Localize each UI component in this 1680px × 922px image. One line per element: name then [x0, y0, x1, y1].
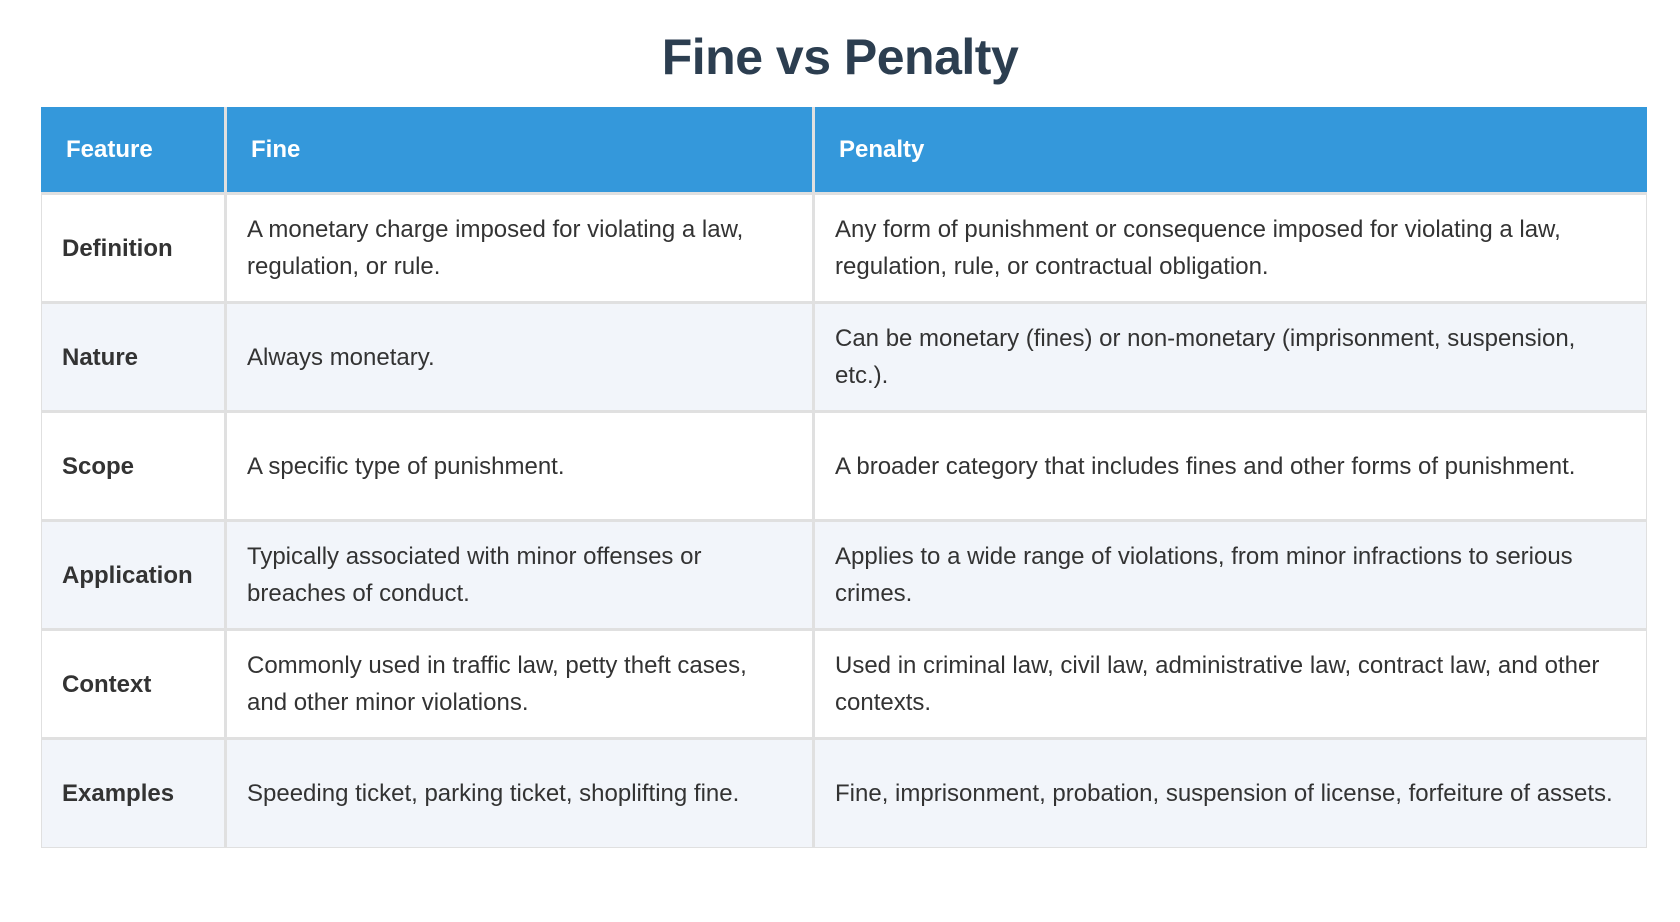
comparison-table: [41, 107, 1647, 848]
fine-cell: Typically associated with minor offenses or breaches of conduct.: [226, 521, 814, 630]
fine-cell: A specific type of punishment.: [226, 412, 814, 521]
table-row: [42, 412, 1647, 521]
table-row: [42, 630, 1647, 739]
penalty-cell: Used in criminal law, civil law, administrative law, contract law, and other contexts.: [814, 630, 1647, 739]
fine-cell: Always monetary.: [226, 303, 814, 412]
feature-cell: Application: [42, 521, 226, 630]
penalty-cell: Any form of punishment or consequence imposed for violating a law, regulation, rule, or contractual obligation.: [814, 194, 1647, 303]
feature-cell: Definition: [42, 194, 226, 303]
penalty-cell: Can be monetary (fines) or non-monetary (imprisonment, suspension, etc.).: [814, 303, 1647, 412]
header-penalty: Penalty: [814, 107, 1647, 194]
feature-cell: Context: [42, 630, 226, 739]
table-row: [42, 303, 1647, 412]
feature-cell: Examples: [42, 739, 226, 848]
penalty-cell: A broader category that includes fines and other forms of punishment.: [814, 412, 1647, 521]
header-fine: Fine: [226, 107, 814, 194]
table-body: [42, 194, 1647, 848]
fine-cell: Speeding ticket, parking ticket, shoplifting fine.: [226, 739, 814, 848]
penalty-cell: Applies to a wide range of violations, from minor infractions to serious crimes.: [814, 521, 1647, 630]
table-row: [42, 194, 1647, 303]
feature-cell: Scope: [42, 412, 226, 521]
page-title: Fine vs Penalty: [661, 29, 1019, 85]
table-row: [42, 521, 1647, 630]
table-row: [42, 739, 1647, 848]
feature-cell: Nature: [42, 303, 226, 412]
penalty-cell: Fine, imprisonment, probation, suspension of license, forfeiture of assets.: [814, 739, 1647, 848]
fine-cell: A monetary charge imposed for violating a law, regulation, or rule.: [226, 194, 814, 303]
header-row: [42, 107, 1647, 194]
table-header: [42, 107, 1647, 194]
fine-cell: Commonly used in traffic law, petty theft cases, and other minor violations.: [226, 630, 814, 739]
header-feature: Feature: [42, 107, 226, 194]
